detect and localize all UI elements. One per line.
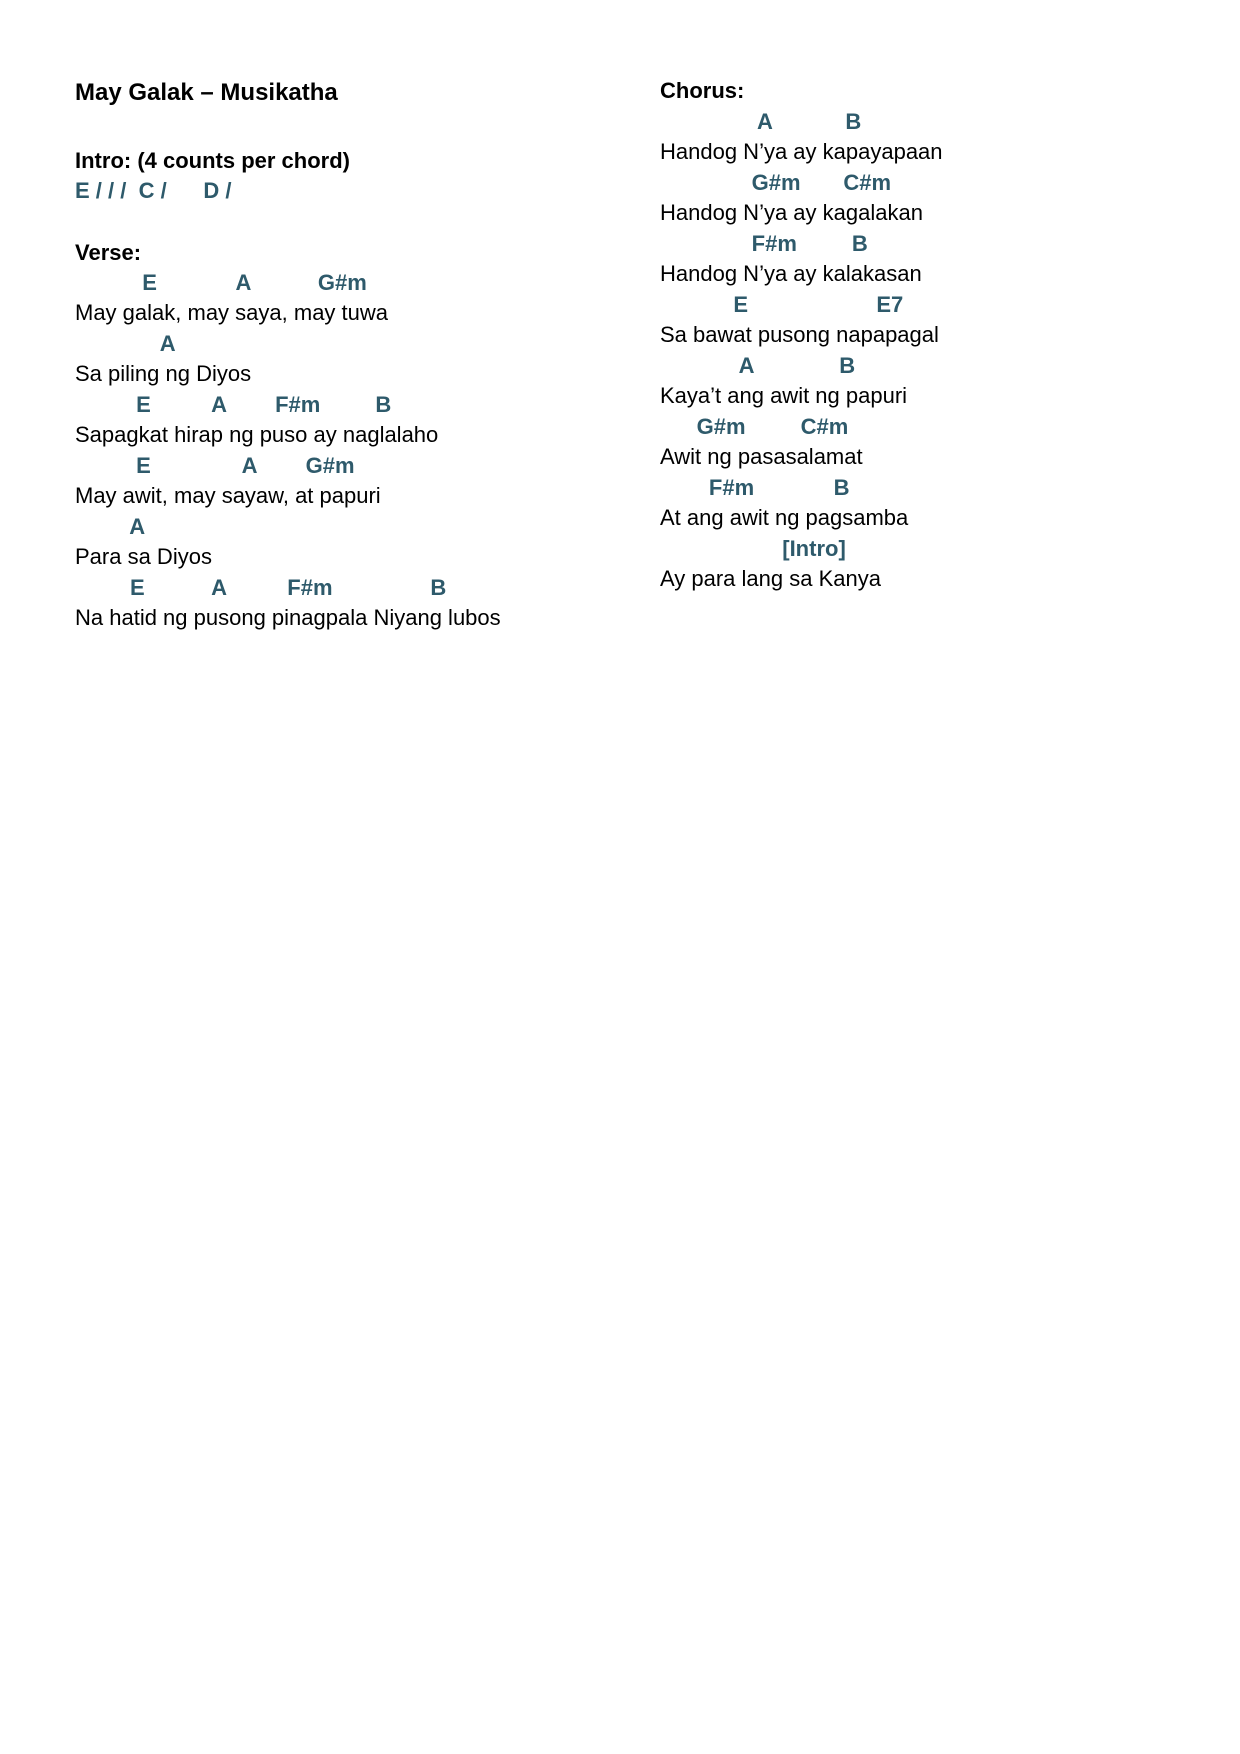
verse-lyric-line: Para sa Diyos: [75, 544, 212, 569]
verse-lyric-line: May galak, may saya, may tuwa: [75, 300, 389, 325]
verse-chord-line: E A G#m: [75, 270, 367, 295]
chorus-lyric-line: At ang awit ng pagsamba: [660, 505, 909, 530]
chorus-chord-line: A B: [660, 353, 856, 378]
verse-chord-line: A: [75, 331, 176, 356]
chorus-lyric-line: Ay para lang sa Kanya: [660, 566, 881, 591]
verse-lyric-line: Na hatid ng pusong pinagpala Niyang lubos: [75, 605, 501, 630]
verse-lyric-line: Sapagkat hirap ng puso ay naglalaho: [75, 422, 439, 447]
intro-chords: E / / / C / D /: [75, 178, 232, 203]
verse-chord-line: E A G#m: [75, 453, 355, 478]
verse-heading: Verse:: [75, 240, 142, 265]
chorus-heading: Chorus:: [660, 78, 745, 103]
chorus-lyric-line: Handog N’ya ay kalakasan: [660, 261, 922, 286]
verse-lyric-line: May awit, may sayaw, at papuri: [75, 483, 381, 508]
song-title: May Galak – Musikatha: [75, 79, 338, 106]
chorus-chord-line: [Intro]: [660, 536, 846, 561]
chorus-chord-line: F#m B: [660, 231, 868, 256]
chorus-chord-line: A B: [660, 109, 862, 134]
verse-lyric-line: Sa piling ng Diyos: [75, 361, 252, 386]
verse-chord-line: A: [75, 514, 146, 539]
chorus-lyric-line: Handog N’ya ay kapayapaan: [660, 139, 943, 164]
chorus-lyric-line: Sa bawat pusong napapagal: [660, 322, 939, 347]
chorus-lyric-line: Awit ng pasasalamat: [660, 444, 863, 469]
chorus-chord-line: E E7: [660, 292, 904, 317]
chorus-chord-line: G#m C#m: [660, 170, 892, 195]
verse-chord-line: E A F#m B: [75, 392, 392, 417]
chorus-lyric-line: Kaya’t ang awit ng papuri: [660, 383, 908, 408]
intro-heading: Intro: (4 counts per chord): [75, 148, 350, 173]
chorus-lyric-line: Handog N’ya ay kagalakan: [660, 200, 923, 225]
chorus-chord-line: F#m B: [660, 475, 850, 500]
chorus-chord-line: G#m C#m: [660, 414, 849, 439]
verse-chord-line: E A F#m B: [75, 575, 447, 600]
